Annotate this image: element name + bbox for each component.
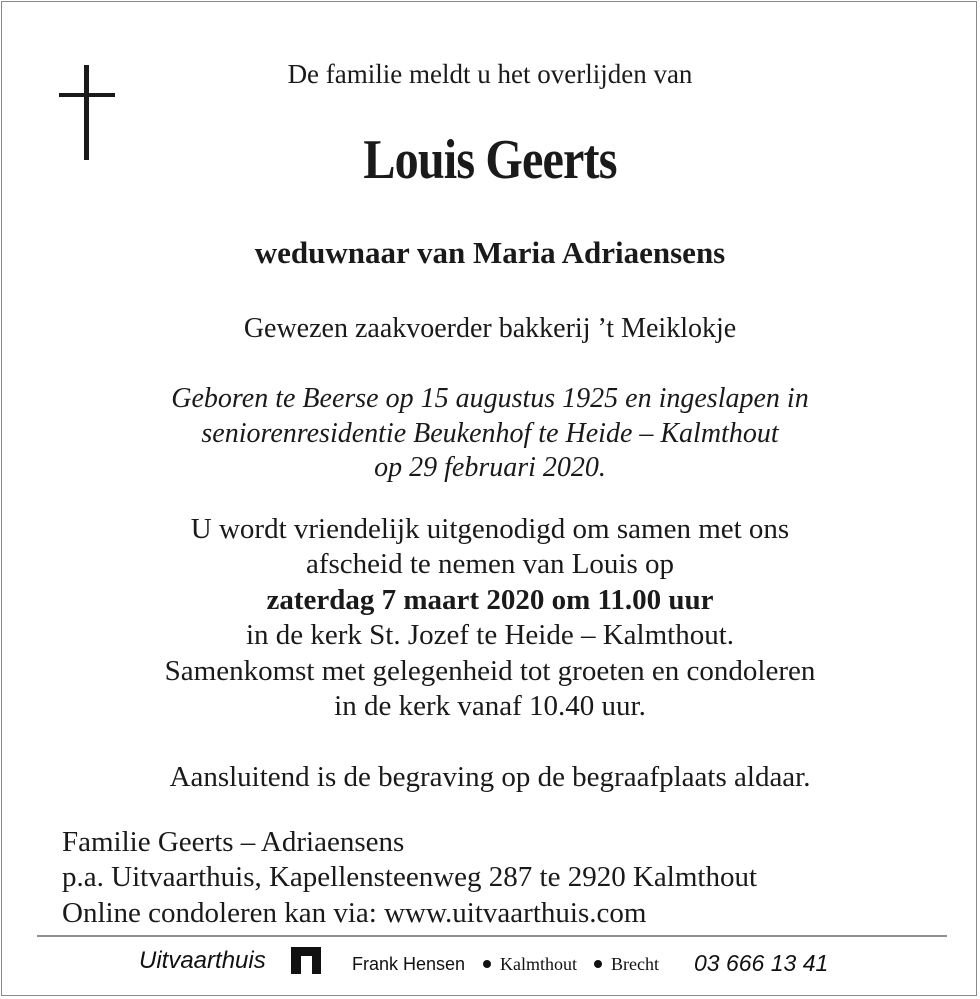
deceased-name: Louis Geerts [363, 129, 617, 191]
birth-line-1: Geboren te Beerse op 15 augustus 1925 en ingeslapen in [171, 383, 809, 414]
signature-address: p.a. Uitvaarthuis, Kapellensteenweg 287 te 2920 Kalmthout [62, 861, 758, 894]
bullet-icon [594, 960, 602, 968]
invite-line-1: U wordt vriendelijk uitgenodigd om samen met ons [190, 513, 790, 545]
signature-block [62, 825, 757, 931]
birth-line-3: op 29 februari 2020. [374, 452, 606, 483]
footer-person: Frank Hensen [352, 954, 466, 974]
funeral-date-time: zaterdag 7 maart 2020 om 11.00 uur [266, 583, 714, 616]
obituary-card [1, 1, 977, 996]
footer-town-2: Brecht [611, 954, 659, 974]
invitation-block [2, 512, 978, 724]
footer-town-1: Kalmthout [500, 954, 577, 974]
spouse-line: weduwnaar van Maria Adriaensens [254, 235, 726, 270]
funeral-home-logo-icon [291, 947, 321, 974]
invite-line-5: Samenkomst met gelegenheid tot groeten en condoleren [164, 654, 816, 687]
intro-text: De familie meldt u het overlijden van [287, 59, 693, 89]
bullet-icon [483, 960, 491, 968]
footer-brand: Uitvaarthuis [139, 947, 266, 974]
signature-family: Familie Geerts – Adriaensens [62, 826, 405, 858]
birth-line-2: seniorenresidentie Beukenhof te Heide – Kalmthout [201, 417, 779, 449]
invite-line-4: in de kerk St. Jozef te Heide – Kalmthout. [245, 619, 735, 652]
invite-line-2: afscheid te nemen van Louis op [305, 548, 675, 581]
signature-online: Online condoleren kan via: www.uitvaarthuis.com [62, 896, 647, 929]
burial-line: Aansluitend is de begraving op de begraafplaats aldaar. [169, 761, 811, 793]
birth-death-details [2, 382, 978, 486]
invite-line-6: in de kerk vanaf 10.40 uur. [334, 690, 646, 723]
occupation-line: Gewezen zaakvoerder bakkerij ’t Meiklokje [243, 313, 737, 344]
footer-phone: 03 666 13 41 [694, 950, 829, 976]
divider [37, 935, 947, 937]
footer [2, 940, 978, 980]
